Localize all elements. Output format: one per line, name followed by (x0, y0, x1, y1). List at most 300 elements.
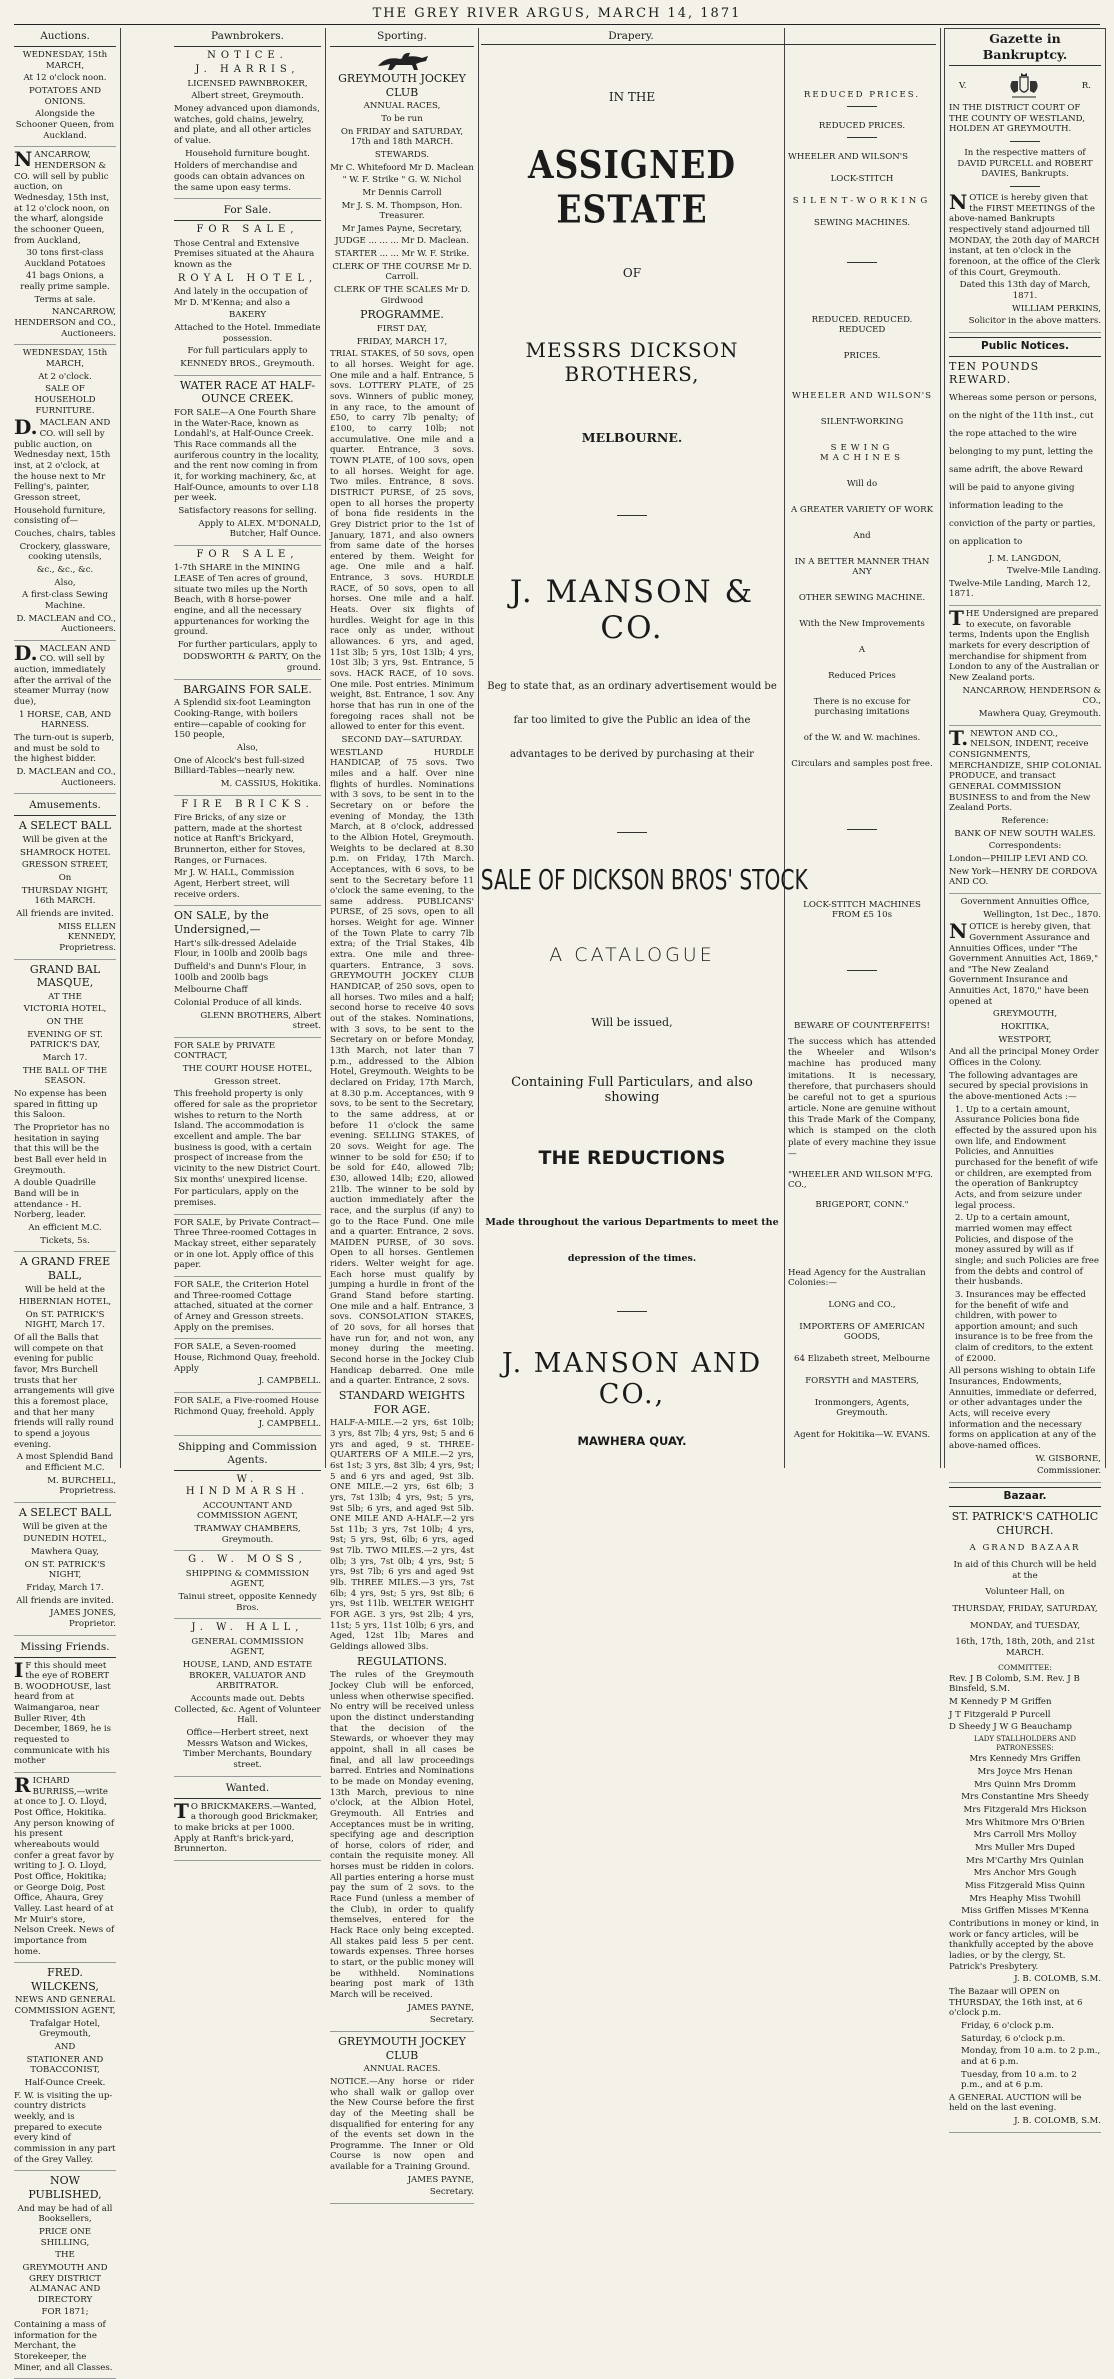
ad-line: A (858, 645, 866, 655)
ad-woodhouse (14, 1657, 116, 1774)
ad-line: Mrs Whitmore Mrs O'Brien (965, 1817, 1085, 1828)
ad-horse-cab (14, 640, 116, 795)
ad-line: Dated this 13th day of March, 1871. (959, 280, 1091, 301)
ad-body: The following advantages are secured by special provisions in the above-mentioned Acts :— (949, 1070, 1089, 1103)
ad-body: 1. Up to a certain amount, Assurance Policies bona fide effected by the assured upon his own life, and Endowment Policies, and Annuities purchased for the benefit of wife or children, are exempted from the operation of Bankruptcy Acts, and from seizure under legal process. (955, 1104, 1098, 1211)
ad-body: FOR SALE, by Private Contract—Three Three-roomed Cottages in Mackay street, either separately or in one lot. Apply office of this paper. (174, 1217, 320, 1271)
column-divider (478, 28, 479, 1468)
ad-body: In the respective matters of DAVID PURCELL and ROBERT DAVIES, Bankrupts. (957, 147, 1093, 180)
ad-line: IN A BETTER MANNER THAN ANY (794, 557, 930, 577)
ad-line: "WHEELER AND WILSON M'FG. CO., (788, 1169, 933, 1190)
ad-signature: D. MACLEAN and CO., Auctioneers. (16, 767, 116, 788)
ad-title: BARGAINS FOR SALE. (183, 682, 312, 696)
ad-line: With the New Improvements (799, 619, 925, 629)
ad-burriss (14, 1773, 116, 1963)
ad-line: of the W. and W. machines. (803, 733, 921, 743)
top-rule (14, 24, 1100, 25)
ad-title: NOW PUBLISHED, (28, 2174, 102, 2201)
ad-body: D.MACLEAN AND CO. will sell by auction, immediately after the arrival of the steamer Murray (now due), (14, 640, 112, 708)
ad-line: CLERK OF THE SCALES Mr D. Girdwood (333, 285, 471, 306)
ad-moss (174, 1554, 321, 1619)
ad-line: WHEELER AND WILSON'S (788, 152, 909, 162)
ad-line: Will do (846, 479, 878, 489)
section-heading: Wanted. (174, 1780, 321, 1799)
ad-line: Mrs Fitzgerald Mrs Hickson (963, 1805, 1087, 1816)
ad-five-roomed-house (174, 1396, 321, 1436)
ad-line: March 17. (42, 1053, 88, 1064)
ad-line: Ironmongers, Agents, Greymouth. (814, 1397, 910, 1418)
ad-line: IN THE (608, 90, 656, 104)
ad-line: &c., &c., &c. (36, 564, 94, 575)
ad-body: FOR SALE—A One Fourth Share in the Water-Race, known as Londahl's, at Half-Ounce Creek. This Race commands all the auriferous country in the locality, and the rent now coming in from it, for working machinery, &c, at Half-Ounce, amounts to over L18 per week. (174, 407, 320, 504)
ad-line: Friday, 6 o'clock p.m. (961, 2020, 1054, 2031)
ad-line: PRICES. (843, 351, 881, 361)
ad-newton (949, 725, 1101, 894)
ad-line: STATIONER AND TOBACCONIST, (26, 2054, 104, 2076)
ad-line: Mrs Constantine Mrs Sheedy (961, 1792, 1089, 1803)
ad-line: STARTER ... ... Mr W. F. Strike. (334, 249, 470, 260)
ad-title: GRAND BAL MASQUE, (29, 962, 101, 990)
column-divider (784, 28, 785, 1468)
ad-line: BANK OF NEW SOUTH WALES. (954, 828, 1096, 839)
ad-line: Colonial Produce of all kinds. (174, 997, 302, 1008)
ad-line: A double Quadrille Band will be in attendance - H. Norberg, leader. (14, 1178, 96, 1221)
ad-bargains (174, 683, 321, 796)
ad-line: LOCK-STITCH MACHINES FROM £5 10s (803, 900, 921, 920)
crest-letter: V. (959, 80, 967, 91)
ad-signature: D. MACLEAN and CO., Auctioneers. (16, 613, 116, 635)
ad-line: There is no excuse for purchasing imitations (813, 697, 911, 717)
ad-title: G. W. MOSS, (188, 1554, 307, 1566)
section-heading: Public Notices. (949, 337, 1101, 357)
section-heading: Bazaar. (949, 1487, 1101, 1507)
ad-criterion-hotel (174, 1280, 321, 1339)
ad-title: ON SALE, by the Undersigned,— (174, 909, 269, 936)
ad-line: On (58, 872, 72, 883)
ad-court-house-hotel (174, 1041, 321, 1215)
ad-line: WESTPORT, (998, 1034, 1052, 1045)
ad-royal-hotel (174, 224, 321, 375)
ad-line: REDUCED PRICES. (818, 121, 906, 131)
drapery-heading: Drapery. (608, 30, 654, 42)
ad-line: REGULATIONS. (357, 1654, 447, 1668)
ad-line: SEWING MACHINES. (813, 218, 911, 228)
ad-line: Mr C. Whitefoord Mr D. Maclean (330, 162, 474, 173)
ad-title: J. HARRIS, (195, 64, 300, 76)
ad-line: Trafalgar Hotel, Greymouth, (29, 2018, 101, 2040)
ad-line: CLERK OF THE COURSE Mr D. Carroll. (332, 261, 472, 283)
ad-line: And lately in the occupation of Mr D. M'Kenna; and also a (174, 287, 308, 308)
ad-title: A SELECT BALL (18, 819, 112, 833)
ad-line: TRAMWAY CHAMBERS, Greymouth. (194, 1523, 301, 1545)
divider (1010, 186, 1040, 187)
ad-line: BRIGEPORT, CONN." (815, 1199, 909, 1210)
ad-body: HALF-A-MILE.—2 yrs, 6st 10lb; 3 yrs, 8st 7lb; 4 yrs, 9st; 5 and 6 yrs and aged, 9 st. THREE-QUARTERS OF A MILE.—2 yrs, 6st 1st; 3 yrs, 8st 3lb; 4 yrs, 9st; 5 and 6 yrs and aged, 9st 3lb. ONE MILE.—2 yrs, 6st 6lb; 3 yrs, 7st 13lb; 4 yrs, 9st; 5 yrs, 9st 5lb; 6 yrs, and aged 9st 5lb. ONE MILE AND A-HALF.—2 yrs 5st 11b; 3 yrs, 7st 10lb; 4 yrs, 9st; 5 yrs, 9st, 6lb; 6 yrs, aged 9st 7lb. TWO MILES.—2 yrs, 4st 0lb; 3 yrs, 7st 0lb; 4 yrs, 9st; 5 yrs, 9st 7lb; 6 yrs and aged 9st 9lb. THREE MILES.—3 yrs, 7st 6lb; 4 yrs, 9st; 5 yrs, 9st 8lb; 6 yrs, 9st 11lb. WELTER WEIGHT FOR AGE. 3 yrs, 9st 2lb; 4 yrs, 11st; 5 yrs, 11st 10lb; 6 yrs, and Aged, 12st 1lb; Mares and Geldings allowed 3lbs. (330, 1418, 474, 1653)
ad-line: Mr J. S. M. Thompson, Hon. Treasurer. (341, 200, 463, 222)
ad-line: Head Agency for the Australian Colonies:— (788, 1267, 926, 1288)
ad-line: Saturday, 6 o'clock p.m. (961, 2033, 1066, 2044)
ad-line: Mrs Carroll Mrs Molloy (973, 1830, 1077, 1841)
ad-signature: M. BURCHELL, Proprietress. (47, 1475, 116, 1497)
ad-signature: Commissioner. (1036, 1466, 1101, 1477)
ad-signature: Solicitor in the above matters. (968, 316, 1101, 327)
ad-line: Made throughout the various Departments to meet the depression of the times. (485, 1217, 779, 1265)
ad-body: A GENERAL AUCTION will be held on the last evening. (949, 2092, 1082, 2114)
ad-line: At 12 o'clock noon. (23, 73, 107, 84)
ad-line: Mrs Quinn Mrs Dromm (974, 1779, 1076, 1790)
ad-signature: GLENN BROTHERS, Albert street. (200, 1010, 321, 1032)
ad-signature: Secretary. (429, 2015, 474, 2026)
ad-signature: Apply to ALEX. M'DONALD, Butcher, Half Ounce. (198, 518, 321, 540)
section-heading: Shipping and Commission Agents. (174, 1439, 321, 1471)
ad-line: KENNEDY BROS., Greymouth. (180, 359, 315, 370)
ad-title: SALE OF DICKSON BROS' STOCK (480, 863, 808, 896)
ad-body: 2. Up to a certain amount, married women may effect Policies, and dispose of the money assured by will as if single; and such Policies are free from the debts and control of their husbands. (955, 1213, 1099, 1288)
ad-signature: MISS ELLEN KENNEDY, Proprietress. (57, 921, 116, 953)
ad-title: J. MANSON & CO. (509, 574, 755, 646)
ad-line: All friends are invited. (16, 1595, 114, 1606)
ad-district-court (949, 103, 1101, 333)
royal-coat-of-arms-icon (1004, 71, 1044, 101)
ad-line: 16th, 17th, 18th, 20th, and 21st MARCH. (955, 1637, 1095, 1658)
ad-line: MESSRS DICKSON BROTHERS, (525, 338, 739, 386)
column-pawnbrokers-forsale (170, 28, 325, 1855)
ad-line: LONG and CO., (828, 1299, 896, 1310)
ad-line: The turn-out is superb, and must be sold to the highest bidder. (14, 733, 115, 765)
ad-line: Will be held at the (25, 1284, 105, 1295)
ad-title: NOTICE. (207, 50, 288, 62)
ad-body: This freehold property is only offered for sale as the proprietor wishes to return to the North Island. The accommodation is excellent and ample. The bar business is good, with a certain prospect of increase from the vicinity to the new District Court. Six months' unexpired license. (174, 1089, 321, 1185)
ad-line: Crockery, glassware, cooking utensils, (19, 541, 111, 563)
ad-line: Of all the Balls that will compete on that evening for public favor, Mrs Burchell trusts that her arrangements will give this a foremost place, and that her many friends will rally round to spend a joyous evening. (14, 1333, 115, 1450)
ad-title: GREYMOUTH JOCKEY CLUB (338, 2034, 466, 2062)
ad-line: Household furniture, consisting of— (14, 505, 106, 527)
ad-line: MELBOURNE. (581, 430, 683, 445)
ad-line: Melbourne Chaff (174, 985, 248, 996)
ad-body: Fire Bricks, of any size or pattern, made at the shortest notice at Ranft's Brickyard, Brunnerton, either for Stoves, Ranges, or Furnaces. (174, 813, 306, 866)
ad-signature: JAMES PAYNE, (407, 2002, 474, 2013)
ad-signature: NANCARROW, HENDERSON & CO., (962, 685, 1101, 707)
ad-line: WEDNESDAY, 15th MARCH, (22, 348, 108, 370)
ad-hindmarsh (174, 1474, 321, 1551)
ad-line: VICTORIA HOTEL, (23, 1004, 107, 1015)
ad-title: FOR SALE, (196, 548, 299, 560)
ad-dunedin-ball (14, 1506, 116, 1636)
ad-line: HOKITIKA, (1000, 1022, 1050, 1033)
ad-line: Satisfactory reasons for selling. (178, 505, 317, 516)
ad-line: REDUCED PRICES. (803, 90, 921, 100)
ad-body: NOTICE.—Any horse or rider who shall walk or gallop over the New Course before the first day of the Meeting shall be disqualified for entering for any of the events set down in the Programme. The Inner or Old Course is now open and available for a Training Ground. (330, 2076, 474, 2173)
ad-line: BEWARE OF COUNTERFEITS! (794, 1021, 930, 1031)
ad-body: Beg to state that, as an ordinary advertisement would be far too limited to give the Public an idea of the advantages to be derived by purchasing at their (487, 681, 777, 760)
ad-line: 30 tons first-class Auckland Potatoes (24, 248, 106, 269)
ad-line: Duffield's and Dunn's Flour, in 100lb and 200lb bags (174, 961, 307, 983)
ad-title: A GRAND FREE BALL, (19, 1255, 111, 1282)
ad-body: TRIAL STAKES, of 50 sovs, open to all horses. Weight for age. One mile and a half. Entrance, 5 sovs. LOTTERY PLATE, of 25 sovs. Winners of public money, in any race, to the amount of £50, to carry 7lb penalty; of £100, to carry 10lb; not accumulative. One mile and a quarter. Entrance, 3 sovs. TOWN PLATE, of 100 sovs, open to all horses. Weight for age. Two miles. Entrance, 8 sovs. DISTRICT PURSE, of 25 sovs, open to all horses the property of bona fide residents in the Grey District prior to the 1st of January, 1871, and also owners from same date of the horses entered by them. Weight for age. One mile and a half. Entrance, 3 sovs. HURDLE RACE, of 50 sovs, open to all horses. One mile and a half. Heats. Over six flights of hurdles. Weight for age in this race only as under, without allowances. 6 yrs, and aged, 11st 3lb; 5 yrs, 10st 13lb; 4 yrs, 10st 3lb; 3 yrs, 9st. Entrance, 5 sovs. HACK RACE, of 10 sovs. One mile. Post entries. Minimum weight, 8st. Entrance, 1 sov. Any horse that has run in one of the foregoing races shall not be allowed to enter for this event. (330, 349, 474, 733)
ad-mining-lease (174, 549, 321, 680)
divider (617, 832, 647, 833)
ad-title: W. HINDMARSH. (185, 1473, 310, 1498)
ad-line: GENERAL COMMISSION AGENT, (191, 1636, 304, 1658)
ad-line: Attached to the Hotel. Immediate possession. (174, 323, 321, 344)
ad-signature: JAMES PAYNE, (407, 2174, 474, 2185)
ad-line: SECOND DAY—SATURDAY. (341, 734, 463, 745)
ad-almanac (14, 2174, 116, 2379)
divider (847, 137, 877, 138)
section-heading: Gazette in Bankruptcy. (949, 29, 1101, 66)
ad-title: A CATALOGUE (549, 944, 715, 966)
ad-line: On ST. PATRICK'S NIGHT, March 17. (25, 1309, 105, 1331)
ad-body: Contributions in money or kind, in work or fancy articles, will be thankfully accepted by the above ladies, or by the clergy, St. Patrick's Presbytery. (949, 1918, 1099, 1972)
ad-line: AT THE (48, 991, 82, 1002)
ad-line: Tainui street, opposite Kennedy Bros. (178, 1591, 317, 1613)
ad-line: Mrs Joyce Mrs Henan (977, 1767, 1073, 1778)
crest-letter: R. (1081, 80, 1091, 91)
ad-line: THURSDAY NIGHT, 16th MARCH. (21, 885, 109, 907)
ad-title: WATER RACE AT HALF-OUNCE CREEK. (179, 378, 316, 406)
ad-body: 1-7th SHARE in the MINING LEASE of Ten acres of ground, situate two miles up the North Beach, with 8 horse-power engine, and all the necessary appurtenances for working the ground. (174, 563, 310, 638)
ad-title: J. W. HALL, (191, 1622, 304, 1634)
ad-line: Reduced Prices (828, 671, 896, 681)
ad-body: T.NEWTON AND CO., NELSON, INDENT, receive CONSIGNMENTS, MERCHANDIZE, SHIP COLONIAL PRODUCE, and transact GENERAL COMMISSION BUSINESS to and from the New Zealand Ports. (949, 725, 1101, 814)
ad-body: RICHARD BURRISS,—write at once to J. O. Lloyd, Post Office, Hokitika. Any person knowing of his present whereabouts would confer a great favor by writing to J. O. Lloyd, Post Office, Hokitika; or George Doig, Post Office, Ahaura, Grey Valley. Last heard of at Mr Muir's store, Nelson Creek. News of importance from home. (14, 1773, 115, 1957)
section-heading: Pawnbrokers. (174, 28, 321, 47)
divider (617, 1311, 647, 1312)
ad-wheeler-wilson (788, 60, 936, 1440)
ad-line: A GRAND BAZAAR (969, 1543, 1081, 1554)
ad-body: D.MACLEAN AND CO. will sell by public auction, on Wednesday next, 15th inst, at 2 o'clock, at the house next to Mr Felling's, painter, Gresson street, (14, 415, 111, 503)
divider (847, 262, 877, 263)
ad-line: Mrs Anchor Mrs Gough (973, 1868, 1077, 1879)
ad-body: IF this should meet the eye of ROBERT B. WOODHOUSE, last heard from at Waimangaroa, near Buller River, 4th December, 1869, he is requested to communicate with his mother (14, 1657, 112, 1767)
ad-line: Tuesday, from 10 a.m. to 2 p.m., and at 6 p.m. (961, 2069, 1077, 2091)
ad-line: SHAMROCK HOTEL (20, 847, 110, 858)
column-auctions (10, 28, 120, 2373)
ad-line: And (853, 531, 871, 541)
ad-line: FOR 1871; (41, 2307, 89, 2318)
ad-line: Reference: (1001, 815, 1049, 826)
ad-body: FOR SALE, a Seven-roomed House, Richmond Quay, freehold. Apply (174, 1342, 320, 1374)
ad-line: Mr Dennis Carroll (362, 187, 442, 198)
ad-body: FOR SALE, a Five-roomed House Richmond Quay, freehold. Apply (174, 1395, 319, 1417)
ad-line: GREYMOUTH AND GREY DISTRICT ALMANAC AND DIRECTORY (22, 2262, 108, 2305)
ad-line: Mr James Payne, Secretary, (341, 223, 463, 234)
ad-line: Will be given at the (22, 1521, 108, 1532)
ad-line: Gresson street. (214, 1076, 281, 1087)
ad-line: To be run (381, 113, 423, 124)
ad-glenn-brothers (174, 909, 321, 1038)
ad-nancarrow (14, 147, 116, 345)
ad-line: Rev. J B Colomb, S.M. Rev. J B Binsfeld, S.M. (949, 1673, 1080, 1695)
ad-manson (480, 60, 808, 1449)
ad-bazaar (949, 1510, 1101, 2133)
divider (847, 106, 877, 107)
column-sporting (326, 28, 478, 2198)
ad-line: LICENSED PAWNBROKER, (187, 78, 308, 89)
ad-line: THURSDAY, FRIDAY, SATURDAY, (952, 1603, 1098, 1614)
ad-body: One of Alcock's best full-sized Billiard-Tables—nearly new. (174, 755, 305, 777)
ad-line: New York—HENRY DE CORDOVA AND CO. (949, 866, 1098, 888)
ad-line: Miss Griffen Misses M'Kenna (961, 1906, 1089, 1917)
ad-body: TO BRICKMAKERS.—Wanted, a thorough good Brickmaker, to make bricks at per 1000. Apply at Ranft's brick-yard, Brunnerton. (174, 1798, 319, 1855)
ad-line: J T Fitzgerald P Purcell (949, 1709, 1051, 1720)
ad-line: SALE OF HOUSEHOLD FURNITURE. (34, 384, 96, 416)
ad-body: A Splendid six-foot Leamington Cooking-Range, with boilers entire—capable of cooking for 150 people, (174, 698, 311, 741)
ad-line: STANDARD WEIGHTS FOR AGE. (338, 1389, 466, 1416)
column-divider (120, 28, 121, 1468)
royal-crest (949, 69, 1101, 103)
ad-line: ANNUAL RACES. (363, 2064, 441, 2075)
ad-line: THE BALL OF THE SEASON. (22, 1065, 108, 1087)
divider (847, 829, 877, 830)
ad-line: JUDGE ... ... ... Mr D. Maclean. (335, 236, 469, 247)
ad-line: MAWHERA QUAY. (577, 1434, 687, 1449)
ad-line: 1 HORSE, CAB, AND HARNESS. (18, 709, 111, 731)
ad-line: 41 bags Onions, a really prime sample. (20, 271, 110, 293)
ad-line: Correspondents: (988, 841, 1062, 852)
ad-line: Friday, March 17. (26, 1582, 104, 1593)
section-heading: Amusements. (14, 797, 116, 816)
ad-title: A SELECT BALL (18, 1505, 112, 1519)
ad-line: In aid of this Church will be held at the (953, 1559, 1097, 1581)
ad-title: J. MANSON AND CO., (501, 1348, 763, 1411)
ad-line: Wellington, 1st Dec., 1870. (983, 909, 1101, 920)
ad-body: The Bazaar will OPEN on THURSDAY, the 16th inst, at 6 o'clock p.m. (949, 1986, 1083, 2019)
racehorse-icon (372, 50, 432, 72)
ad-line: GREYMOUTH, (992, 1009, 1058, 1020)
drapery-rule (481, 44, 936, 45)
ad-body: The rules of the Greymouth Jockey Club will be enforced, unless when otherwise specified. No entry will be received unless upon the distinct understanding that the decision of the Stewards, or whoever they may appoint, shall in all cases be final, and all law proceedings barred. Entries and Nominations to be made on Monday evening, 13th March, previous to nine o'clock, at the Albion Hotel, Greymouth. All Entries and Acceptances must be in writing, specifying age and description of horse, colors of rider, and contain the requisite money. All horses must be ridden in colors. All parties entering a horse must pay the sum of 2 sovs. to the Race Fund (unless a member of the Club), in order to qualify themselves, entered for the Hack Race only being excepted. All stakes paid less 5 per cent. towards expenses. Three horses to start, or the public money will be withheld. Nominations bearing post mark of 13th March will be received. (330, 1670, 474, 2001)
ad-signature: J. B. COLOMB, S.M. (1014, 2116, 1101, 2127)
section-heading: Sporting. (330, 28, 474, 47)
column-divider (940, 28, 941, 1468)
ad-harris (174, 50, 321, 199)
divider (847, 970, 877, 971)
ad-indents (949, 606, 1101, 726)
ad-bal-masque (14, 963, 116, 1253)
ad-line: A GREATER VARIETY OF WORK (790, 505, 934, 515)
ad-line: All friends are invited. (16, 908, 114, 919)
ad-line: ROYAL HOTEL, (177, 272, 318, 284)
ad-line: For particulars, apply on the premises. (174, 1187, 299, 1208)
ad-signature: J. CAMPBELL. (258, 1419, 321, 1430)
ad-line: COMMITTEE: (998, 1662, 1052, 1672)
ad-line: IMPORTERS OF AMERICAN GOODS, (799, 1321, 925, 1342)
ad-body: NOTICE is hereby given that the FIRST MEETINGS of the above-named Bankrupts respectively stand adjourned till MONDAY, the 20th day of MARCH instant, at ten o'clock in the forenoon, at the office of the Clerk of this Court, Greymouth. (949, 189, 1100, 278)
ad-line: STEWARDS. (374, 149, 430, 160)
ad-line: EVENING OF ST. PATRICK'S DAY, (27, 1029, 103, 1051)
ad-line: And may be had of all Booksellers, (17, 2203, 113, 2225)
ad-line: Volunteer Hall, on (985, 1587, 1065, 1598)
ad-title: FIRE BRICKS. (181, 798, 314, 810)
ad-line: FIRST DAY, (376, 324, 428, 335)
ad-line: Terms at sale. (34, 294, 96, 305)
ad-body: IN THE DISTRICT COURT OF THE COUNTY OF WESTLAND, HOLDEN AT GREYMOUTH. (949, 103, 1085, 135)
ad-line: Couches, chairs, tables (14, 528, 116, 539)
ad-title: FRED. WILCKENS, (31, 1966, 99, 1993)
ad-line: AND (54, 2042, 76, 2053)
ad-line: FRIDAY, MARCH 17, (356, 336, 448, 347)
ad-line: J. M. LANGDON, (988, 553, 1062, 564)
ad-cottages (174, 1218, 321, 1277)
ad-brickmakers (174, 1798, 321, 1861)
ad-body: THE Undersigned are prepared to execute, on favorable terms, Indents upon the English markets for every description of merchandise for shipment from London to any of the Australian or New Zealand ports. (949, 606, 1099, 684)
ad-signature: J. B. COLOMB, S.M. (1014, 1974, 1101, 1985)
ad-line: SILENT-WORKING (820, 417, 904, 427)
ad-title: FOR SALE by PRIVATE CONTRACT, (174, 1040, 276, 1062)
ad-line: SILENT-WORKING (792, 196, 932, 206)
ad-body: FOR SALE, the Criterion Hotel and Three-roomed Cottage attached, situated at the corner of Arney and Gresson streets. Apply on the premises. (174, 1279, 313, 1333)
ad-furniture (14, 348, 116, 640)
ad-line: Alongside the Schooner Queen, from Auckland. (15, 109, 115, 141)
ad-line: For further particulars, apply to (177, 639, 318, 650)
ad-line: THE COURT HOUSE HOTEL, (182, 1064, 313, 1075)
ad-line: Albert street, Greymouth. (191, 91, 304, 102)
ad-line: LOCK-STITCH (830, 174, 894, 184)
column-gazette (944, 28, 1106, 2127)
ad-line: On FRIDAY and SATURDAY, 17th and 18th MARCH. (340, 126, 464, 148)
ad-line: Office—Herbert street, next Messrs Watson and Wickes, Timber Merchants, Boundary street. (183, 1727, 312, 1770)
ad-hall (174, 1622, 321, 1776)
ad-line: Mrs Kennedy Mrs Griffen (969, 1754, 1081, 1765)
ad-line: Monday, from 10 a.m. to 2 p.m., and at 6 p.m. (961, 2046, 1101, 2067)
ad-line: Half-Ounce Creek. (24, 2078, 106, 2089)
ad-wilckens (14, 1966, 116, 2171)
ad-body: 3. Insurances may be effected for the benefit of wife and children, with power to apportion amount; and such insurance is to be free from the claim of creditors, to the extent of £2000. (955, 1289, 1093, 1364)
ad-line: REDUCED. REDUCED. REDUCED (811, 315, 913, 335)
ad-line: DUNEDIN HOTEL, (23, 1534, 107, 1545)
ad-line: Mrs M'Carthy Mrs Quinlan (966, 1855, 1084, 1866)
ad-reward (949, 360, 1101, 606)
ad-title: FOR SALE, (196, 224, 299, 236)
ad-line: " W. F. Strike " G. W. Nichol (342, 175, 462, 186)
ad-signature: Mawhera Quay, Greymouth. (978, 709, 1101, 720)
ad-line: OTHER SEWING MACHINE. (798, 593, 926, 603)
ad-line: NEWS AND GENERAL COMMISSION AGENT, (14, 1995, 116, 2017)
ad-signature: JAMES JONES, Proprietor. (50, 1608, 116, 1629)
ad-free-ball (14, 1255, 116, 1503)
ad-line: ANNUAL RACES, (363, 101, 441, 112)
ad-line: F. W. is visiting the up-country districts weekly, and is prepared to execute every kind of commission in any part of the Grey Valley. (14, 2090, 116, 2165)
ad-line: Circulars and samples post free. (791, 759, 933, 769)
ad-title: TEN POUNDS REWARD. (949, 359, 1040, 387)
ad-line: Mrs Heaphy Miss Twohill (969, 1893, 1081, 1904)
ad-title: ST. PATRICK'S CATHOLIC CHURCH. (951, 1510, 1099, 1537)
ad-line: Twelve-Mile Landing, March 12, 1871. (949, 578, 1091, 600)
ad-line: 64 Elizabeth street, Melbourne (793, 1353, 931, 1364)
ad-shamrock-ball (14, 819, 116, 959)
ad-body: Mr J. W. HALL, Commission Agent, Herbert street, will receive orders. (174, 868, 295, 900)
divider (617, 515, 647, 516)
ad-signature: WILLIAM PERKINS, (1012, 303, 1101, 314)
ad-line: Those Central and Extensive Premises situated at the Ahaura known as the (174, 238, 315, 271)
ad-line: HIBERNIAN HOTEL, (18, 1297, 112, 1308)
ad-line: Also, (54, 577, 76, 588)
ad-line: Accounts made out. Debts Collected, &c. Agent of Volunteer Hall. (174, 1693, 321, 1726)
section-heading: Missing Friends. (14, 1639, 116, 1658)
ad-line: SHIPPING & COMMISSION AGENT, (185, 1568, 310, 1590)
ad-title: GREYMOUTH JOCKEY CLUB (338, 72, 466, 99)
ad-body: Whereas some person or persons, on the night of the 11th inst., cut the rope attached to the wire belonging to my punt, letting the same adrift, the above Reward will be paid to anyone giving information leading to the conviction of the party or parties, on application to (949, 393, 1097, 548)
ad-signature: J. CAMPBELL. (258, 1376, 321, 1387)
ad-body: WESTLAND HURDLE HANDICAP, of 75 sovs. Two miles and a half. Over nine flights of hurdles. Nominations with 3 sovs, to be sent in to the Secretary on or before the evening of Monday, the 13th March, at 8 o'clock, addressed to the Albion Hotel, Greymouth. Weights to be declared at 8.30 p.m. on Friday, 17th March. Acceptances, with 6 sovs, to be sent to the Secretary before 11 o'clock the same evening, to the same address. PUBLICANS' PURSE, of 25 sovs, open to all horses. Weight for age. Winner of the Town Plate to carry 7lb extra; of the Trial Stakes, 4lb extra. One mile and three-quarters. Entrance, 3 sovs. GREYMOUTH JOCKEY CLUB HANDICAP, of 250 sovs, open to all horses. Two miles and a half; second horse to receive 40 sovs out of the stakes. Nominations, with 3 sovs, to be sent to the Secretary on or before Monday, 13th March, not later than 7 p.m., addressed to the Albion Hotel, Greymouth. Weights to be declared on Friday, 17th March, at 8.30 p.m. Acceptances, with 9 sovs, to be sent to the Secretary, to the same address, at or before 11 o'clock the same evening. SELLING STAKES, of 20 sovs. Weight for age. The winner to be sold for £50; if to be sold for £40, allowed 7lb; £30, allowed 14lb; £20, allowed 21lb. The winner to be sold by auction immediately after the race, and the surplus (if any) to go to the Race Fund. One mile and a quarter. Entrance, 2 sovs. MAIDEN PURSE, of 30 sovs. Open to all horses. Gentlemen riders. Welter weight for age. Each horse must qualify by jumping a hurdle in front of the Grand Stand before starting. One mile and a half. Entrance, 3 sovs. CONSOLATION STAKES, of 20 sovs, for all horses that have run for, and not won, any money during the meeting. Second horse in the Jockey Club Handicap debarred. One mile and a quarter. Entrance, 2 sovs. (330, 747, 474, 1387)
ad-body: The success which has attended the Wheeler and Wilson's machine has produced many imitations. It is necessary, therefore, that purchasers should be careful not to get a spurious article. None are genuine without this Trade Mark of the Company, which is stamped on the cloth plate of every machine they issue— (788, 1037, 936, 1159)
ad-line: Tickets, 5s. (40, 1235, 90, 1246)
ad-line: Household furniture bought. (185, 148, 310, 159)
ad-line: SEWING MACHINES (819, 443, 905, 463)
ad-signature: W. GISBORNE, (1035, 1453, 1101, 1464)
ad-line: Will be issued, (591, 1016, 673, 1029)
